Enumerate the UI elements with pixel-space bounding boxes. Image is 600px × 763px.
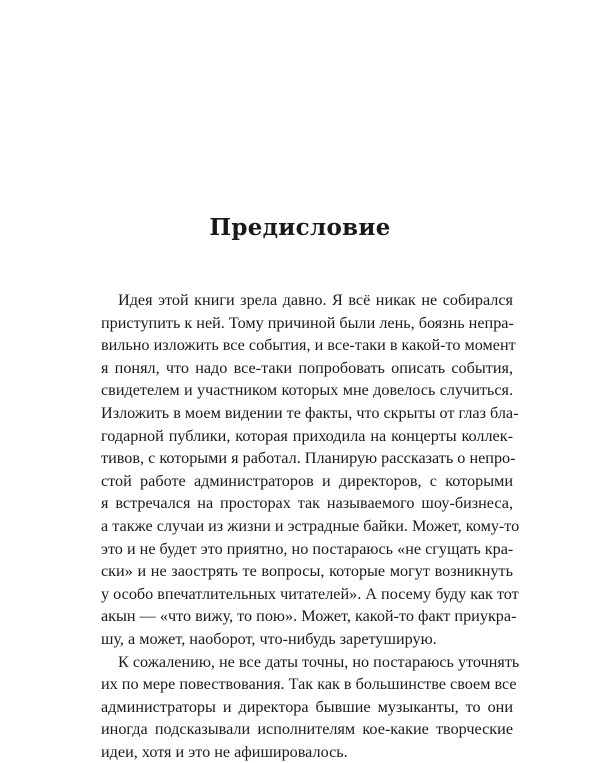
text-line: Идея этой книги зрела давно. Я всё никак не собирался [101, 289, 513, 312]
text-line: я встречался на просторах так называемого шоу-бизнеса, [101, 492, 513, 515]
text-line: стой работе администраторов и директоров, с которыми [101, 470, 513, 493]
text-line: а также случаи из жизни и эстрадные байки. Может, кому-то [101, 515, 513, 538]
chapter-title: Предисловие [0, 214, 600, 241]
text-line: вильно изложить все события, и все-таки в какой-то момент [101, 334, 513, 357]
text-line: их по мере повествования. Так как в большинстве своем все [101, 673, 513, 696]
text-line: это и не будет это приятно, но постараюсь «не сгущать кра- [101, 538, 513, 561]
text-line: шу, а может, наоборот, что-нибудь заретуширую. [101, 628, 513, 651]
text-line: Изложить в моем видении те факты, что скрыты от глаз бла- [101, 402, 513, 425]
text-line: идеи, хотя и это не афишировалось. [101, 741, 513, 763]
text-line: ски» и не заострять те вопросы, которые могут возникнуть [101, 560, 513, 583]
text-line: у особо впечатлительных читателей». А посему буду как тот [101, 583, 513, 606]
text-line: годарной публики, которая приходила на концерты коллек- [101, 425, 513, 448]
text-line: свидетелем и участником которых мне довелось случиться. [101, 379, 513, 402]
body-text [101, 289, 513, 763]
text-line: я понял, что надо все-таки попробовать описать события, [101, 357, 513, 380]
text-line: администраторы и директора бывшие музыканты, то они [101, 696, 513, 719]
paragraph-1 [101, 289, 513, 651]
text-line: акын — «что вижу, то пою». Может, какой-то факт приукра- [101, 605, 513, 628]
text-line: приступить к ней. Тому причиной были лень, боязнь непра- [101, 312, 513, 335]
text-line: тивов, с которыми я работал. Планирую рассказать о непро- [101, 447, 513, 470]
text-line: иногда подсказывали исполнителям кое-какие творческие [101, 718, 513, 741]
paragraph-2 [101, 651, 513, 763]
text-line: К сожалению, не все даты точны, но постараюсь уточнять [101, 651, 513, 674]
